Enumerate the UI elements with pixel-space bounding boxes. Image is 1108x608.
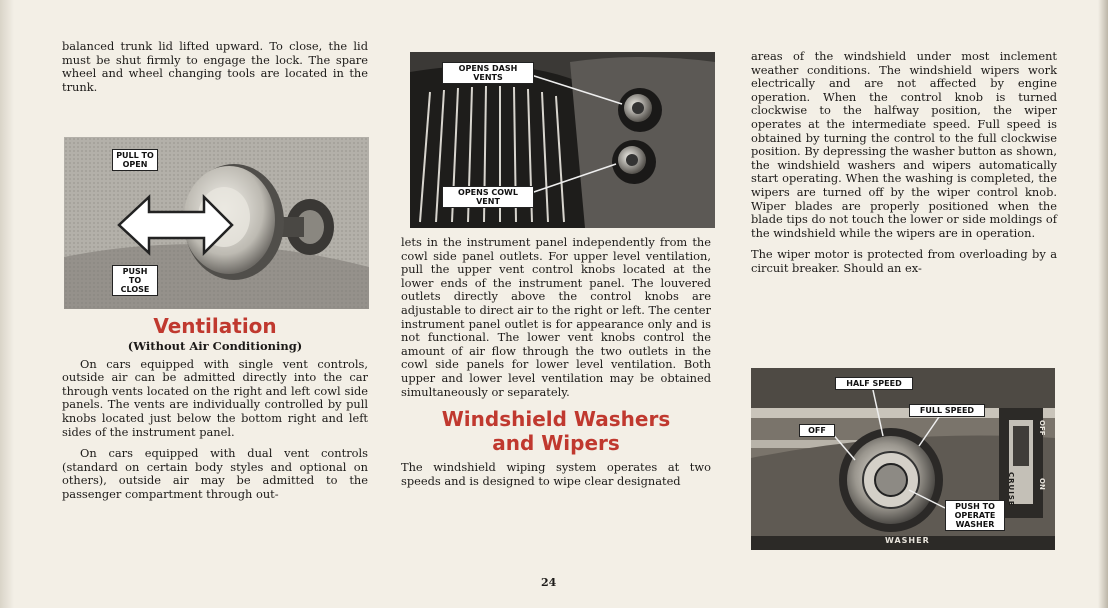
page-edge-left <box>0 0 14 608</box>
off-label: OFF <box>799 424 835 437</box>
ventilation-subheading: (Without Air Conditioning) <box>127 339 303 353</box>
column-2 <box>401 236 711 496</box>
ventilation-section <box>62 314 368 510</box>
push-to-close-label: PUSH TO CLOSE <box>112 265 158 296</box>
column-1 <box>62 40 368 102</box>
opens-cowl-vent-label: OPENS COWL VENT <box>442 186 534 208</box>
full-speed-label: FULL SPEED <box>909 404 985 417</box>
switch-off-label: OFF <box>1038 420 1046 436</box>
washers-heading-line2: and Wipers <box>492 431 620 456</box>
push-to-operate-washer-label: PUSH TO OPERATE WASHER <box>945 500 1005 531</box>
ventilation-heading: Ventilation <box>153 314 277 338</box>
washers-heading-line1: Windshield Washers <box>441 407 671 432</box>
wiper-control-illustration <box>751 368 1055 550</box>
column-3 <box>751 50 1057 284</box>
wiper-operation-paragraph: areas of the windshield under most inclement weather conditions. The windshield wipers work electrically and are not affected by engine operation. When the control knob is turned clockwise to the halfway position, the wiper operates at the intermediate speed. Full speed is obtained by turning the control to the full clockwise position. By depressing the washer button as shown, the windshield washers and wipers automatically start operating. When the washing is completed, the wipers are turned off by the wiper control knob. Wiper blades are properly positioned when the blade tips do not touch the lower or side moldings of the windshield while the wipers are in operation. <box>751 49 1057 240</box>
vent-outlets-paragraph: lets in the instrument panel independently from the cowl side panel outlets. For upper level ventilation, pull the upper vent control knobs located at the lower ends of the instrument panel. The louvered outlets directly above the control knobs are adjustable to direct air to the right or left. The center instrument panel outlet is for appearance only and is not functional. The lower vent knobs control the amount of air flow through the two outlets in the cowl side panels for lower level ventilation. Both upper and lower level ventilation may be obtained simultaneously or separately. <box>401 235 711 399</box>
vent-knob-illustration <box>64 137 369 309</box>
switch-on-label: ON <box>1038 478 1046 490</box>
wiping-system-paragraph: The windshield wiping system operates at two speeds and is designed to wipe clear designated <box>401 460 711 488</box>
pull-to-open-label: PULL TO OPEN <box>112 149 158 171</box>
wiper-control-photo <box>751 368 1055 550</box>
page-edge-right <box>1098 0 1108 608</box>
page-number: 24 <box>541 576 557 589</box>
half-speed-label: HALF SPEED <box>835 377 913 390</box>
washer-text: WASHER <box>885 536 930 545</box>
trunk-paragraph: balanced trunk lid lifted upward. To close, the lid must be shut firmly to engage the lock. The spare wheel and wheel changing tools are located in the trunk. <box>62 39 368 94</box>
dual-vent-paragraph: On cars equipped with dual vent controls (standard on certain body styles and optional on others), outside air may be admitted to the passenger compartment through out- <box>62 446 368 501</box>
opens-dash-vents-label: OPENS DASH VENTS <box>442 62 534 84</box>
vent-knob-photo <box>64 137 369 309</box>
single-vent-paragraph: On cars equipped with single vent controls, outside air can be admitted directly into the car through vents located on the right and left cowl side panels. The vents are individually controlled by pull knobs located just below the bottom right and left sides of the instrument panel. <box>62 356 368 439</box>
circuit-breaker-paragraph: The wiper motor is protected from overloading by a circuit breaker. Should an ex- <box>751 247 1057 275</box>
dash-vent-photo <box>410 52 715 228</box>
cruise-switch-label: CRUISE <box>1007 472 1015 507</box>
